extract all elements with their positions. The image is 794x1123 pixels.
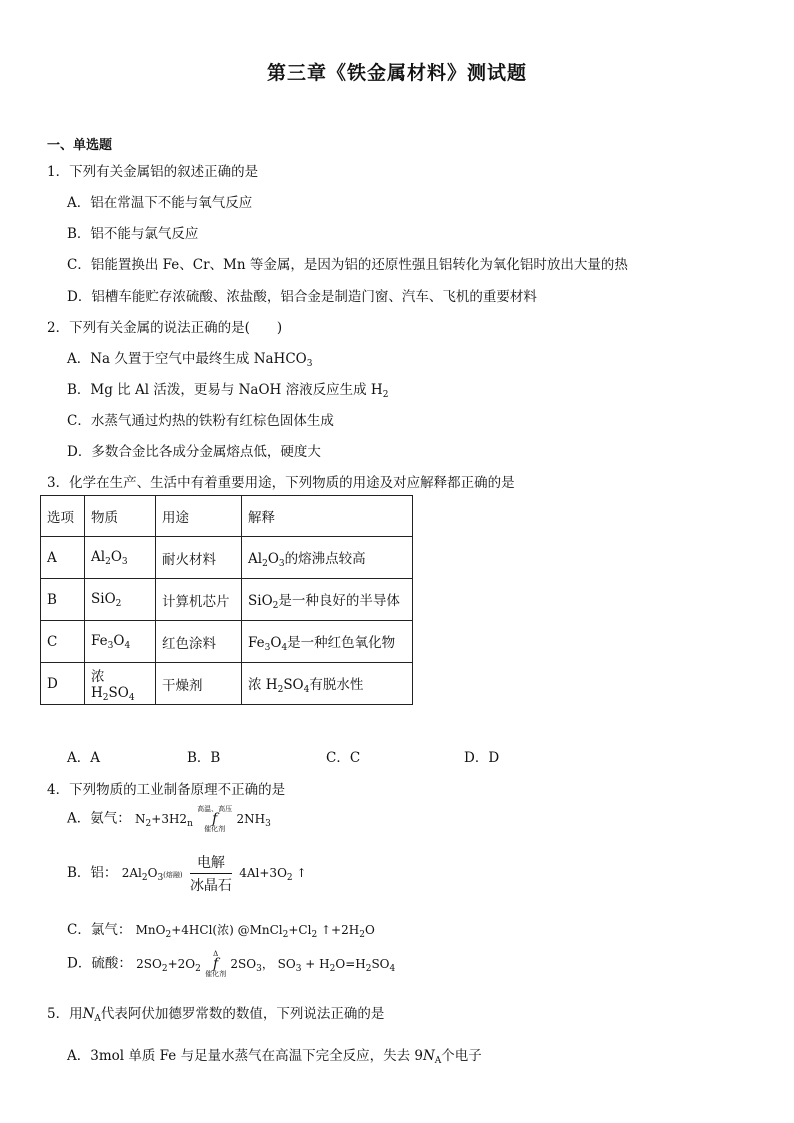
q4-option-c: C．氯气： MnO$_2$+4HCl(浓) $@MnCl_2+Cl_2$ $↑+2H_2O$ [67,922,375,940]
table-cell: SiO$_2$是一种良好的半导体 [242,579,413,621]
table-header-cell: 选项 [41,496,85,537]
q3-choice-c: C．C [326,750,361,766]
table-header-row [41,496,413,537]
table-cell: C [41,621,85,663]
table-cell: $Fe_3O_4$ [85,621,156,663]
reaction-condition: Δ f 催化剂 [205,950,227,978]
table-header-cell: 解释 [242,496,413,537]
table-row [41,537,413,579]
q3-choice-a: A．A [67,750,100,766]
q3-table [40,495,413,705]
q1-option-a: A．铝在常温下不能与氧气反应 [67,195,253,211]
table-row [41,621,413,663]
q2-option-c: C．水蒸气通过灼热的铁粉有红棕色固体生成 [67,413,334,429]
q4-option-a: A．氨气： $N_2+3H2_n$ 高温、高压 f 催化剂 $2NH_3$ [67,805,271,833]
reaction-condition: 高温、高压 f 催化剂 [197,805,233,833]
q2-option-d: D．多数合金比各成分金属熔点低，硬度大 [67,444,321,460]
table-cell: D [41,663,85,705]
question-4-stem: 4．下列物质的工业制备原理不正确的是 [47,782,286,798]
table-cell: SiO$_2$ [85,579,156,621]
page-title: 第三章《铁金属材料》测试题 [266,62,527,84]
electrolysis-condition: $\frac{\text{电解}}{\text{冰晶石}}$ [190,852,232,895]
table-cell: $Fe_3O_4$是一种红色氧化物 [242,621,413,663]
q5-option-a: A．3mol 单质 Fe 与足量水蒸气在高温下完全反应，失去 $9N_A$个电子 [67,1048,482,1066]
q1-option-b: B．铝不能与氯气反应 [67,226,199,242]
question-5-stem: 5．用$N_A$代表阿伏加德罗常数的数值，下列说法正确的是 [47,1006,385,1024]
table-row [41,579,413,621]
table-cell: 耐火材料 [156,537,242,579]
question-1-stem: 1．下列有关金属铝的叙述正确的是 [47,164,259,180]
q1-option-c: C．铝能置换出 Fe、Cr、Mn 等金属，是因为铝的还原性强且铝转化为氧化铝时放出大量的热 [67,257,628,273]
q1-option-d: D．铝槽车能贮存浓硫酸、浓盐酸，铝合金是制造门窗、汽车、飞机的重要材料 [67,289,537,305]
table-cell: 干燥剂 [156,663,242,705]
table-header-cell: 用途 [156,496,242,537]
table-cell: B [41,579,85,621]
q4-option-d: D．硫酸： $2SO_2+2O_2$ Δ f 催化剂 $2SO_3$， $SO_3 + H_2O=H_2SO_4$ [67,950,396,978]
table-cell: 红色涂料 [156,621,242,663]
question-3-stem: 3．化学在生产、生活中有着重要用途，下列物质的用途及对应解释都正确的是 [47,475,515,491]
table-cell: 计算机芯片 [156,579,242,621]
section-heading: 一、单选题 [47,138,113,153]
table-cell: A [41,537,85,579]
table-cell: 浓 $H_2SO_4$ [85,663,156,705]
table-cell: $Al_2O_3$ [85,537,156,579]
table-row [41,663,413,705]
table-cell: $Al_2O_3$的熔沸点较高 [242,537,413,579]
q3-choice-d: D．D [464,750,500,766]
table-header-cell: 物质 [85,496,156,537]
q3-choice-b: B．B [187,750,221,766]
q4-option-b: B．铝： $2Al_2O_3$(熔融) $\frac{\text{电解}}{\text{冰晶石}}$ $4Al+3O_2$ ↑ [67,852,307,895]
q2-option-b: B．Mg 比 Al 活泼，更易与 NaOH 溶液反应生成 $H_2$ [67,382,389,400]
q2-option-a: A．Na 久置于空气中最终生成 NaHCO$_3$ [67,351,313,369]
question-2-stem: 2．下列有关金属的说法正确的是( ) [47,320,283,336]
table-cell: 浓 $H_2SO_4$有脱水性 [242,663,413,705]
